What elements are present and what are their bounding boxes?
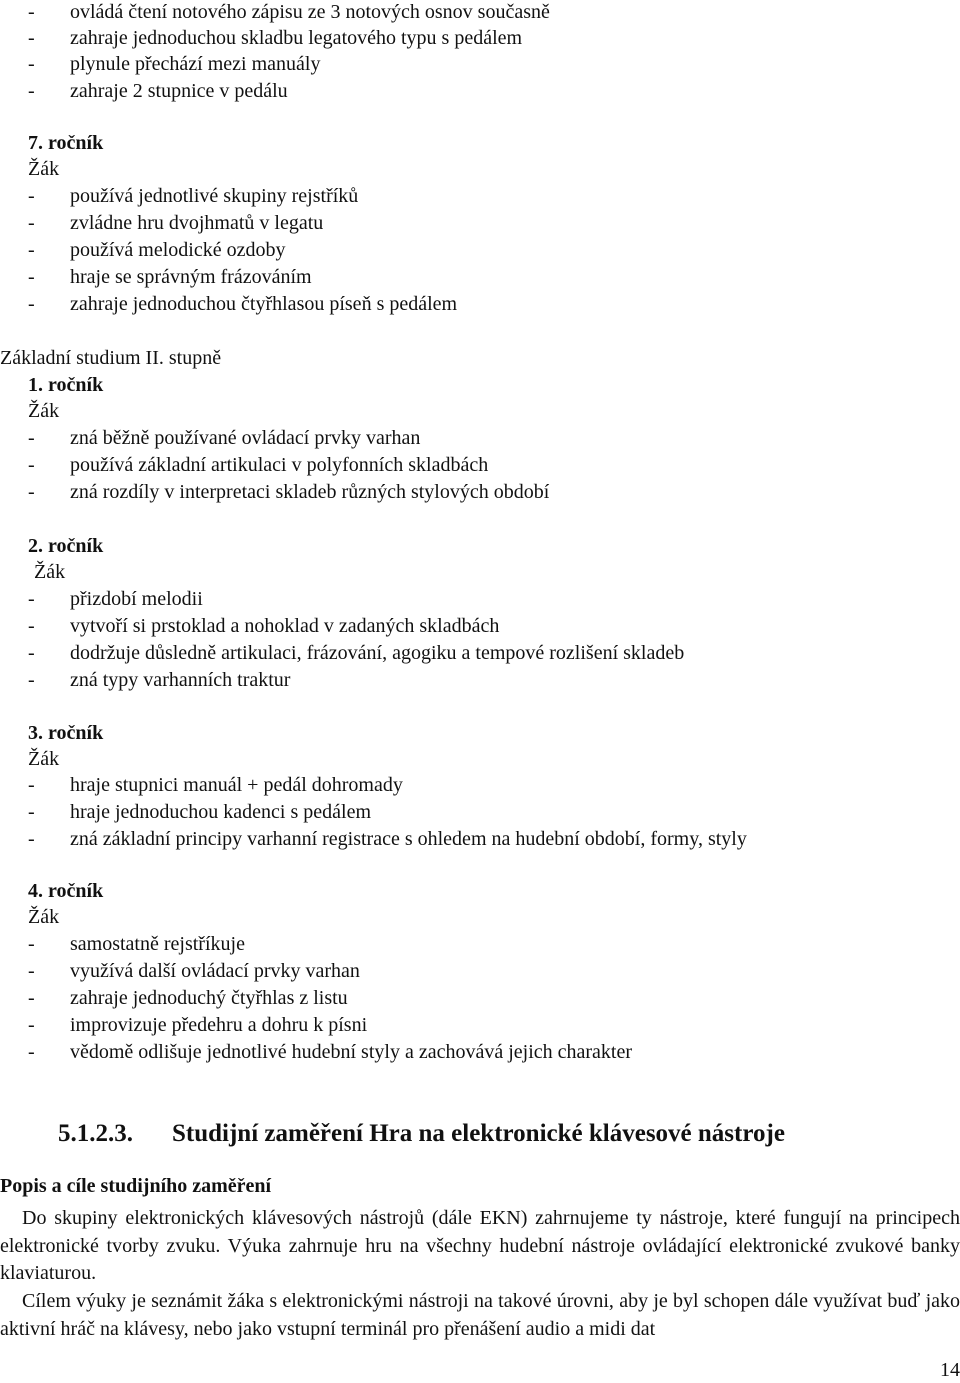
list-dash: - — [28, 427, 35, 449]
list-item-text: zahraje jednoduchou skladbu legatového typu s pedálem — [70, 27, 523, 49]
list-dash: - — [28, 185, 35, 207]
grade-heading: 4. ročník — [28, 880, 104, 902]
list-dash: - — [28, 588, 35, 610]
subject-label: Žák — [34, 561, 66, 583]
list-dash: - — [28, 615, 35, 637]
subject-label: Žák — [28, 400, 60, 422]
list-dash: - — [28, 987, 35, 1009]
list-dash: - — [28, 27, 35, 49]
subject-label: Žák — [28, 158, 60, 180]
list-item-text: ovládá čtení notového zápisu ze 3 notových osnov současně — [70, 1, 550, 23]
page-number: 14 — [940, 1359, 960, 1381]
list-item-text: improvizuje předehru a dohru k písni — [70, 1014, 368, 1036]
list-item-text: zahraje 2 stupnice v pedálu — [70, 80, 288, 102]
list-dash: - — [28, 80, 35, 102]
list-item-text: dodržuje důsledně artikulaci, frázování, agogiku a tempové rozlišení skladeb — [70, 642, 685, 664]
subject-label: Žák — [28, 906, 60, 928]
list-dash: - — [28, 669, 35, 691]
grade-heading: 7. ročník — [28, 132, 104, 154]
list-dash: - — [28, 801, 35, 823]
list-item-text: samostatně rejstříkuje — [70, 933, 245, 955]
list-item-text: zná typy varhanních traktur — [70, 669, 291, 691]
list-item-text: používá melodické ozdoby — [70, 239, 286, 261]
list-item-text: vědomě odlišuje jednotlivé hudební styly a zachovává jejich charakter — [70, 1041, 633, 1063]
list-item-text: zná rozdíly v interpretaci skladeb různých stylových období — [70, 481, 550, 503]
list-dash: - — [28, 293, 35, 315]
grade-heading: 3. ročník — [28, 722, 104, 744]
list-item-text: hraje stupnici manuál + pedál dohromady — [70, 774, 403, 796]
list-item-text: přizdobí melodii — [70, 588, 203, 610]
section-title: Studijní zaměření Hra na elektronické klávesové nástroje — [172, 1120, 785, 1147]
grade-heading: 2. ročník — [28, 535, 104, 557]
grade-heading: 1. ročník — [28, 374, 104, 396]
list-item-text: používá základní artikulaci v polyfonních skladbách — [70, 454, 489, 476]
subsection-heading: Popis a cíle studijního zaměření — [0, 1175, 272, 1197]
list-dash: - — [28, 1014, 35, 1036]
list-dash: - — [28, 642, 35, 664]
list-dash: - — [28, 774, 35, 796]
list-dash: - — [28, 53, 35, 75]
list-dash: - — [28, 481, 35, 503]
list-dash: - — [28, 239, 35, 261]
list-dash: - — [28, 454, 35, 476]
section-number: 5.1.2.3. — [58, 1120, 133, 1147]
list-item-text: plynule přechází mezi manuály — [70, 53, 321, 75]
list-item-text: používá jednotlivé skupiny rejstříků — [70, 185, 359, 207]
list-item-text: zná základní principy varhanní registrace s ohledem na hudební období, formy, styly — [70, 828, 747, 850]
list-item-text: hraje jednoduchou kadenci s pedálem — [70, 801, 371, 823]
list-dash: - — [28, 933, 35, 955]
list-dash: - — [28, 1, 35, 23]
paragraph: Cílem výuky je seznámit žáka s elektronickými nástroji na takové úrovni, aby je byl schopen dále využívat buď jako aktivní hráč na klávesy, nebo jako vstupní terminál pro přenášení audio a midi dat — [0, 1290, 960, 1340]
subject-label: Žák — [28, 748, 60, 770]
list-item-text: zahraje jednoduchý čtyřhlas z listu — [70, 987, 348, 1009]
level-heading: Základní studium II. stupně — [0, 347, 222, 369]
list-dash: - — [28, 960, 35, 982]
list-item-text: zahraje jednoduchou čtyřhlasou píseň s pedálem — [70, 293, 458, 315]
list-item-text: využívá další ovládací prvky varhan — [70, 960, 360, 982]
paragraph: Do skupiny elektronických klávesových nástrojů (dále EKN) zahrnujeme ty nástroje, které fungují na principech elektronické tvorby zvuku. Výuka zahrnuje hru na všechny hudební nástroje ovládající elektronické zvukové banky klaviaturou. — [0, 1207, 960, 1284]
list-dash: - — [28, 828, 35, 850]
list-item-text: zná běžně používané ovládací prvky varhan — [70, 427, 421, 449]
list-dash: - — [28, 212, 35, 234]
list-item-text: zvládne hru dvojhmatů v legatu — [70, 212, 324, 234]
list-dash: - — [28, 266, 35, 288]
list-dash: - — [28, 1041, 35, 1063]
list-item-text: hraje se správným frázováním — [70, 266, 312, 288]
list-item-text: vytvoří si prstoklad a nohoklad v zadaných skladbách — [70, 615, 500, 637]
